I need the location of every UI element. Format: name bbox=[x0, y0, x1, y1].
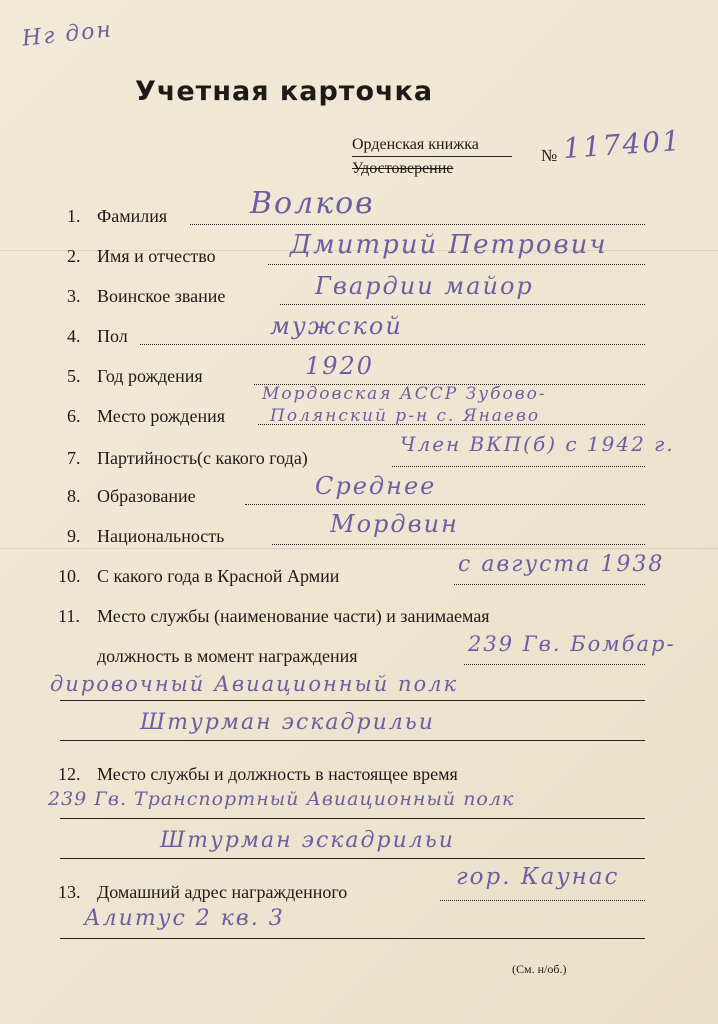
field-13-number: 13. bbox=[58, 882, 81, 902]
field-2-value: Дмитрий Петрович bbox=[290, 230, 608, 260]
field-10-label: С какого года в Красной Армии bbox=[97, 566, 340, 586]
field-3-label: Воинское звание bbox=[97, 286, 226, 306]
doc-type-order-book: Орденская книжка bbox=[352, 136, 479, 153]
field-2-number: 2. bbox=[67, 246, 81, 266]
field-10-value: с августа 1938 bbox=[458, 552, 665, 577]
see-reverse-note: (См. н/об.) bbox=[512, 962, 567, 976]
field-4-line bbox=[140, 344, 645, 345]
field-12-value-line2: Штурман эскадрильи bbox=[160, 828, 455, 853]
field-11-value-line3: Штурман эскадрильи bbox=[140, 710, 435, 735]
field-9-line bbox=[272, 544, 645, 545]
field-8-number: 8. bbox=[67, 486, 81, 506]
field-11-line2 bbox=[60, 700, 645, 701]
field-10-number: 10. bbox=[58, 566, 81, 586]
field-12-value-line1: 239 Гв. Транспортный Авиационный полк bbox=[48, 788, 515, 810]
field-11-line bbox=[464, 664, 645, 665]
field-9-number: 9. bbox=[67, 526, 81, 546]
number-sign: № bbox=[541, 146, 558, 165]
field-4-number: 4. bbox=[67, 326, 81, 346]
field-3-value: Гвардии майор bbox=[315, 272, 534, 300]
field-7-line bbox=[392, 466, 645, 467]
corner-handwritten-note: Нг дон bbox=[20, 17, 115, 52]
field-11-label: Место службы (наименование части) и занимаемая bbox=[97, 606, 490, 626]
field-1-value: Волков bbox=[250, 186, 375, 221]
field-9-value: Мордвин bbox=[330, 510, 459, 538]
field-7-value: Член ВКП(б) с 1942 г. bbox=[400, 432, 675, 456]
field-5-value: 1920 bbox=[305, 352, 375, 380]
field-5-number: 5. bbox=[67, 366, 81, 386]
field-11-number: 11. bbox=[58, 606, 80, 626]
field-7-label: Партийность(с какого года) bbox=[97, 448, 308, 468]
field-11-line3 bbox=[60, 740, 645, 741]
field-1-label: Фамилия bbox=[97, 206, 168, 226]
field-1-line bbox=[190, 224, 645, 225]
field-6-value-line2: Полянский р-н с. Янаево bbox=[270, 406, 541, 426]
field-8-line bbox=[245, 504, 645, 505]
field-6-label: Место рождения bbox=[97, 406, 226, 426]
doc-type-divider bbox=[352, 156, 512, 157]
field-12-number: 12. bbox=[58, 764, 81, 784]
field-13-line bbox=[440, 900, 645, 901]
field-8-value: Среднее bbox=[315, 472, 437, 500]
field-11-value-line1: 239 Гв. Бомбар- bbox=[468, 632, 676, 656]
doc-type-certificate-struck: Удостоверение bbox=[352, 160, 454, 177]
field-12-label: Место службы и должность в настоящее время bbox=[97, 764, 458, 784]
field-13-line2 bbox=[60, 938, 645, 939]
field-3-line bbox=[280, 304, 645, 305]
field-13-label: Домашний адрес награжденного bbox=[97, 882, 348, 902]
field-13-value-line1: гор. Каунас bbox=[456, 864, 620, 890]
field-1-number: 1. bbox=[67, 206, 81, 226]
field-13-value-line2: Алитус 2 кв. 3 bbox=[84, 906, 285, 931]
field-2-label: Имя и отчество bbox=[97, 246, 216, 266]
field-6-value-line1: Мордовская АССР Зубово- bbox=[262, 384, 547, 404]
field-10-line bbox=[454, 584, 645, 585]
field-9-label: Национальность bbox=[97, 526, 225, 546]
field-5-label: Год рождения bbox=[97, 366, 203, 386]
field-4-label: Пол bbox=[97, 326, 128, 346]
field-7-number: 7. bbox=[67, 448, 81, 468]
field-12-line2 bbox=[60, 858, 645, 859]
field-11-value-line2: дировочный Авиационный полк bbox=[50, 672, 459, 696]
field-4-value: мужской bbox=[270, 312, 403, 340]
field-2-line bbox=[268, 264, 645, 265]
field-3-number: 3. bbox=[67, 286, 81, 306]
page-title: Учетная карточка bbox=[135, 76, 434, 107]
field-6-number: 6. bbox=[67, 406, 81, 426]
paper-crease bbox=[0, 548, 718, 549]
order-book-number: 117401 bbox=[561, 123, 683, 166]
field-12-line1 bbox=[60, 818, 645, 819]
field-8-label: Образование bbox=[97, 486, 196, 506]
field-11-label-line2: должность в момент награждения bbox=[97, 646, 358, 666]
